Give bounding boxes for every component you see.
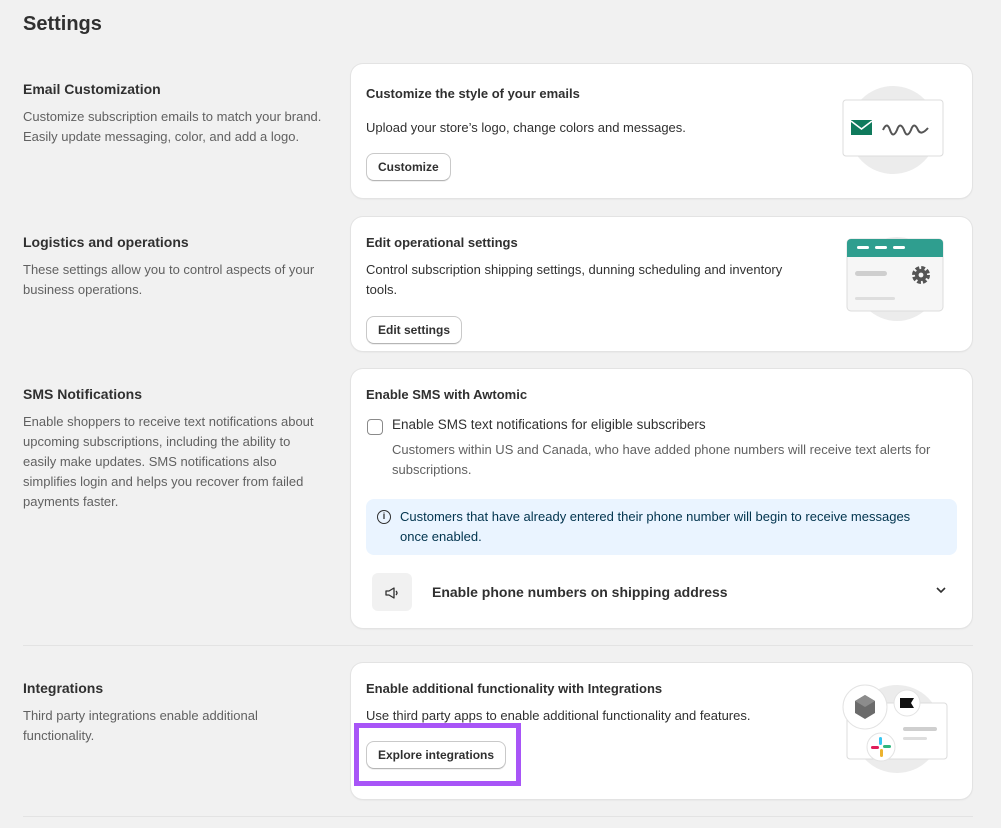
logistics-card-title: Edit operational settings	[366, 235, 518, 250]
page-title: Settings	[23, 13, 102, 35]
email-card-title: Customize the style of your emails	[366, 86, 580, 101]
info-banner-text: Customers that have already entered their phone number will begin to receive messages once enabled.	[400, 509, 911, 544]
phone-numbers-collapsible[interactable]	[366, 569, 957, 615]
section-divider	[23, 816, 973, 817]
explore-integrations-button[interactable]: Explore integrations	[366, 741, 506, 769]
sms-section-heading: SMS Notifications	[23, 386, 143, 402]
sms-section-info	[23, 386, 323, 512]
megaphone-icon	[372, 573, 412, 611]
logistics-card	[351, 217, 972, 351]
integrations-section-description: Third party integrations enable additional functionality.	[23, 708, 258, 743]
integrations-illustration	[837, 681, 951, 779]
edit-settings-button[interactable]: Edit settings	[366, 316, 462, 344]
info-banner	[366, 499, 957, 555]
email-section-info	[23, 81, 323, 147]
phone-numbers-collapsible-label: Enable phone numbers on shipping address	[432, 584, 728, 600]
sms-notifications-checkbox-label[interactable]: Enable SMS text notifications for eligible subscribers	[392, 417, 706, 432]
operations-illustration	[843, 233, 947, 325]
sms-notifications-help-text: Customers within US and Canada, who have added phone numbers will receive text alerts for subscriptions.	[392, 442, 931, 477]
logistics-section-info	[23, 234, 323, 300]
section-divider	[23, 645, 973, 646]
sms-notifications-checkbox[interactable]	[367, 419, 383, 435]
logistics-section-heading: Logistics and operations	[23, 234, 189, 250]
sms-card-title: Enable SMS with Awtomic	[366, 387, 528, 402]
customize-button[interactable]: Customize	[366, 153, 451, 181]
email-card	[351, 64, 972, 198]
chevron-down-icon[interactable]	[935, 583, 947, 597]
sms-section-description: Enable shoppers to receive text notifications about upcoming subscriptions, including the ability to easily make updates. SMS notifications also simplifies login and helps you recover from failed payments faster.	[23, 414, 314, 509]
logistics-section-description: These settings allow you to control aspects of your business operations.	[23, 262, 315, 297]
mail-icon	[851, 120, 872, 135]
email-card-text: Upload your store’s logo, change colors and messages.	[366, 120, 686, 135]
sms-card	[351, 369, 972, 628]
integrations-card	[351, 663, 972, 799]
logistics-card-text: Control subscription shipping settings, dunning scheduling and inventory tools.	[366, 262, 783, 297]
integrations-card-title: Enable additional functionality with Integrations	[366, 681, 663, 696]
email-illustration	[839, 82, 949, 176]
email-section-heading: Email Customization	[23, 81, 161, 97]
email-section-description: Customize subscription emails to match your brand. Easily update messaging, color, and add a logo.	[23, 109, 322, 144]
integrations-card-text: Use third party apps to enable additional functionality and features.	[366, 708, 751, 723]
integrations-section-heading: Integrations	[23, 680, 104, 696]
integrations-section-info	[23, 680, 323, 746]
info-icon: i	[377, 510, 391, 524]
